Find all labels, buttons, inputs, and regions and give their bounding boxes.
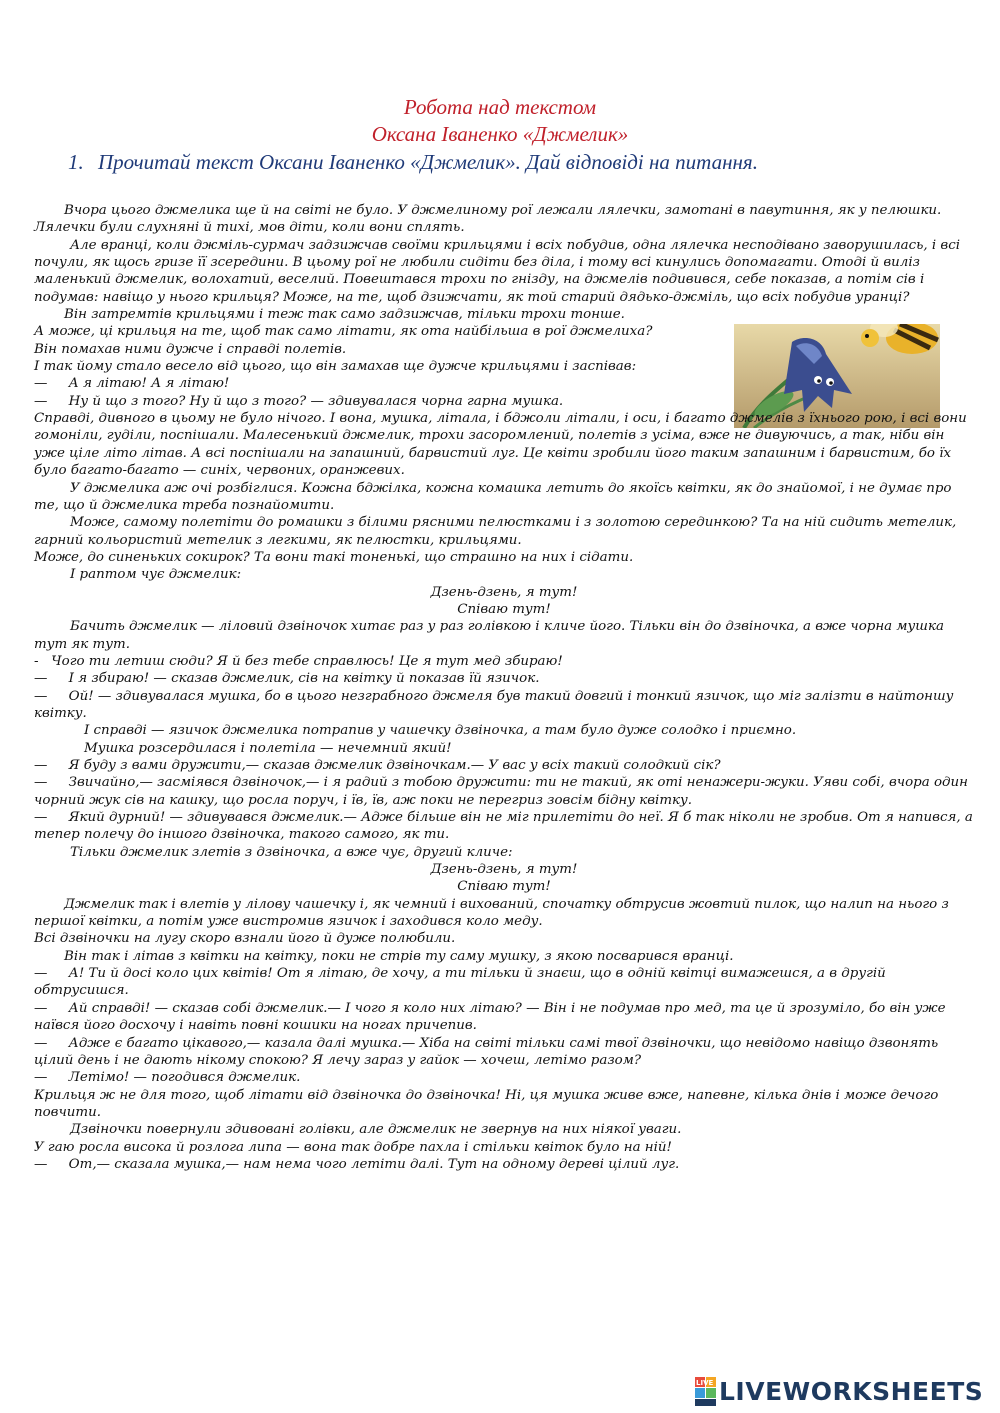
- song-line: Співаю тут!: [457, 879, 551, 895]
- dialogue-line: — Летімо! — погодився джмелик.: [34, 1070, 301, 1086]
- heading-author-title: Оксана Іваненко «Джмелик»: [371, 122, 629, 146]
- song-line: Дзень-дзень, я тут!: [430, 584, 578, 600]
- dialogue-line: — А я літаю! А я літаю!: [34, 376, 230, 392]
- story-paragraph: У джмелика аж очі розбіглися. Кожна бджілка, кожна комашка летить до якоїсь квітки, як до знайомої, і не думає про те, що й джмелика треба познайомити.: [34, 480, 952, 513]
- liveworksheets-badge-icon: [695, 1377, 717, 1407]
- task-number: 1.: [68, 150, 84, 174]
- dialogue-line: — А! Ти й досі коло цих квітів! От я літаю, де хочу, а ти тільки й знаєш, що в одній квітці вимажешся, а в другій обтрусишся.: [34, 966, 891, 999]
- story-paragraph: Вчора цього джмелика ще й на світі не було. У джмелиному рої лежали лялечки, замотані в павутиння, як у пелюшки. Лялечки були слухняні й тихі, мов діти, коли вони сплять.: [34, 203, 942, 236]
- story-paragraph: Крильця ж не для того, щоб літати від дзвіночка до дзвіночка! Ні, ця мушка живе вже, напевне, кілька днів і може дечого повчити.: [34, 1087, 939, 1120]
- story-paragraph: Він помахав ними дужче і справді полетів.: [34, 341, 347, 357]
- logo-badge-text: LIVE: [696, 1379, 714, 1387]
- heading-work-on-text: Робота над текстом: [403, 95, 597, 119]
- story-paragraph: Дзвіночки повернули здивовані голівки, але джмелик не звернув на них ніякої уваги.: [70, 1122, 682, 1138]
- liveworksheets-logo[interactable]: [695, 1377, 995, 1407]
- task-instruction: [68, 150, 988, 175]
- dialogue-line: — Я буду з вами дружити,— сказав джмелик дзвіночкам.— У вас у всіх такий солодкий сік?: [34, 758, 721, 773]
- dialogue-line: — Який дурний! — здивувався джмелик.— Адже більше він не міг прилетіти до неї. Я б так ніколи не зробив. От я напився, а тепер полечу до іншого дзвіночка, такого самого, як ти.: [34, 810, 978, 843]
- story-paragraph: Всі дзвіночки на лугу скоро взнали його й дуже полюбили.: [34, 931, 456, 947]
- dialogue-line: — І я збираю! — сказав джмелик, сів на квітку й показав їй язичок.: [34, 671, 540, 687]
- dialogue-line: — Звичайно,— засміявся дзвіночок,— і я радий з тобою дружити: ти не такий, як оті ненажери-жуки. Уяви собі, вчора один чорний жук сів на кашку, що росла поруч, і їв, їв, аж поки не перегриз зовсім бідну квітку.: [34, 775, 973, 808]
- story-paragraph: І раптом чує джмелик:: [70, 567, 242, 583]
- song-line: Співаю тут!: [457, 601, 551, 617]
- story-paragraph: Він затремтів крильцями і теж так само задзижчав, тільки трохи тонше.: [64, 307, 625, 323]
- story-paragraph: Але вранці, коли джміль-сурмач задзижчав своїми крильцями і всіх побудив, одна лялечка несподівано заворушилась, і всі почули, як щось гризе її зсередини. В цьому рої не любили сидіти без діла, і тому всі кинулись допомагати. Отоді й виліз маленький джмелик, волохатий, веселий. Повештався трохи по гнізду, на джмелів подивився, себе показав, а потім сів і подумав: навіщо у нього крильця? Може, на те, щоб дзижчати, як той старий дядько-джміль, що всіх побудив уранці?: [34, 237, 960, 305]
- story-paragraph: Мушка розсердилася і полетіла — нечемний який!: [84, 740, 452, 756]
- logo-wordmark: LIVEWORKSHEETS: [719, 1377, 984, 1406]
- story-paragraph: Може, до синеньких сокирок? Та вони такі тоненькі, що страшно на них і сідати.: [34, 549, 634, 565]
- story-paragraph: У гаю росла висока й розлога липа — вона так добре пахла і стільки квіток було на ній!: [34, 1139, 672, 1155]
- dialogue-line: — Адже є багато цікавого,— казала далі мушка.— Хіба на світі тільки самі твої дзвіночки, що невідомо навіщо дзвонять цілий день і не дають нікому спокою? Я лечу зараз у гайок — хочеш, летімо разом?: [34, 1035, 943, 1068]
- dialogue-line: — Ну й що з того? Ну й що з того? — здивувалася чорна гарна мушка.: [34, 393, 564, 409]
- story-paragraph: Він так і літав з квітки на квітку, поки не стрів ту саму мушку, з якою посварився вранці.: [64, 948, 734, 964]
- task-text: Прочитай текст Оксани Іваненко «Джмелик». Дай відповіді на питання.: [98, 150, 758, 174]
- story-paragraph: Тільки джмелик злетів з дзвіночка, а вже чує, другий кличе:: [70, 844, 513, 860]
- dialogue-line: — Ай справді! — сказав собі джмелик.— І чого я коло них літаю? — Він і не подумав про мед, та це й зрозуміло, бо він уже наївся його досхочу і навіть повні кошики на ногах причепив.: [34, 1000, 950, 1034]
- story-paragraph: І так йому стало весело від цього, що він замахав ще дужче крильцями і заспівав:: [34, 359, 637, 375]
- dialogue-line: — Ой! — здивувалася мушка, бо в цього незграбного джмеля був такий довгий і тонкий язичок, що міг залізти в найтоншу квітку.: [34, 688, 958, 721]
- dialogue-line: - Чого ти летиш сюди? Я й без тебе справлюсь! Це я тут мед збираю!: [34, 653, 563, 669]
- story-paragraph: Може, самому полетіти до ромашки з білими рясними пелюстками і з золотою серединкою? Та на ній сидить метелик, гарний кольористий метелик з легкими, як пелюстки, крильцями.: [34, 515, 957, 548]
- story-paragraph: І справді — язичок джмелика потрапив у чашечку дзвіночка, а там було дуже солодко і приємно.: [84, 723, 797, 739]
- story-paragraph: Справді, дивного в цьому не було нічого. І вона, мушка, літала, і бджоли літали, і оси, і багато джмелів з їхнього рою, і всі вони гомоніли, гуділи, поспішали. Малесенький джмелик, трохи засоромлений, полетів з усіма, вже не дивуючись, а так, ніби він уже ціле літо літав. А всі поспішали на запашний, барвистий луг. Це квіти зробили його таким запашним і барвистим, бо їх було багато-багато — синіх, червоних, оранжевих.: [34, 411, 967, 479]
- story-text: [34, 202, 978, 1173]
- story-paragraph: Джмелик так і влетів у лілову чашечку і, як чемний і вихований, спочатку обтрусив жовтий пилок, що налип на нього з першої квітки, а потім уже вистромив язичок і заходився коло меду.: [34, 896, 949, 930]
- story-paragraph: А може, ці крильця на те, щоб так само літати, як ота найбільша в рої джмелиха?: [34, 324, 653, 340]
- song-line: Дзень-дзень, я тут!: [430, 862, 578, 878]
- dialogue-line: — От,— сказала мушка,— нам нема чого летіти далі. Тут на одному дереві цілий луг.: [34, 1156, 680, 1172]
- story-paragraph: Бачить джмелик — ліловий дзвіночок хитає раз у раз голівкою і кличе його. Тільки він до дзвіночка, а вже чорна мушка тут як тут.: [34, 619, 944, 652]
